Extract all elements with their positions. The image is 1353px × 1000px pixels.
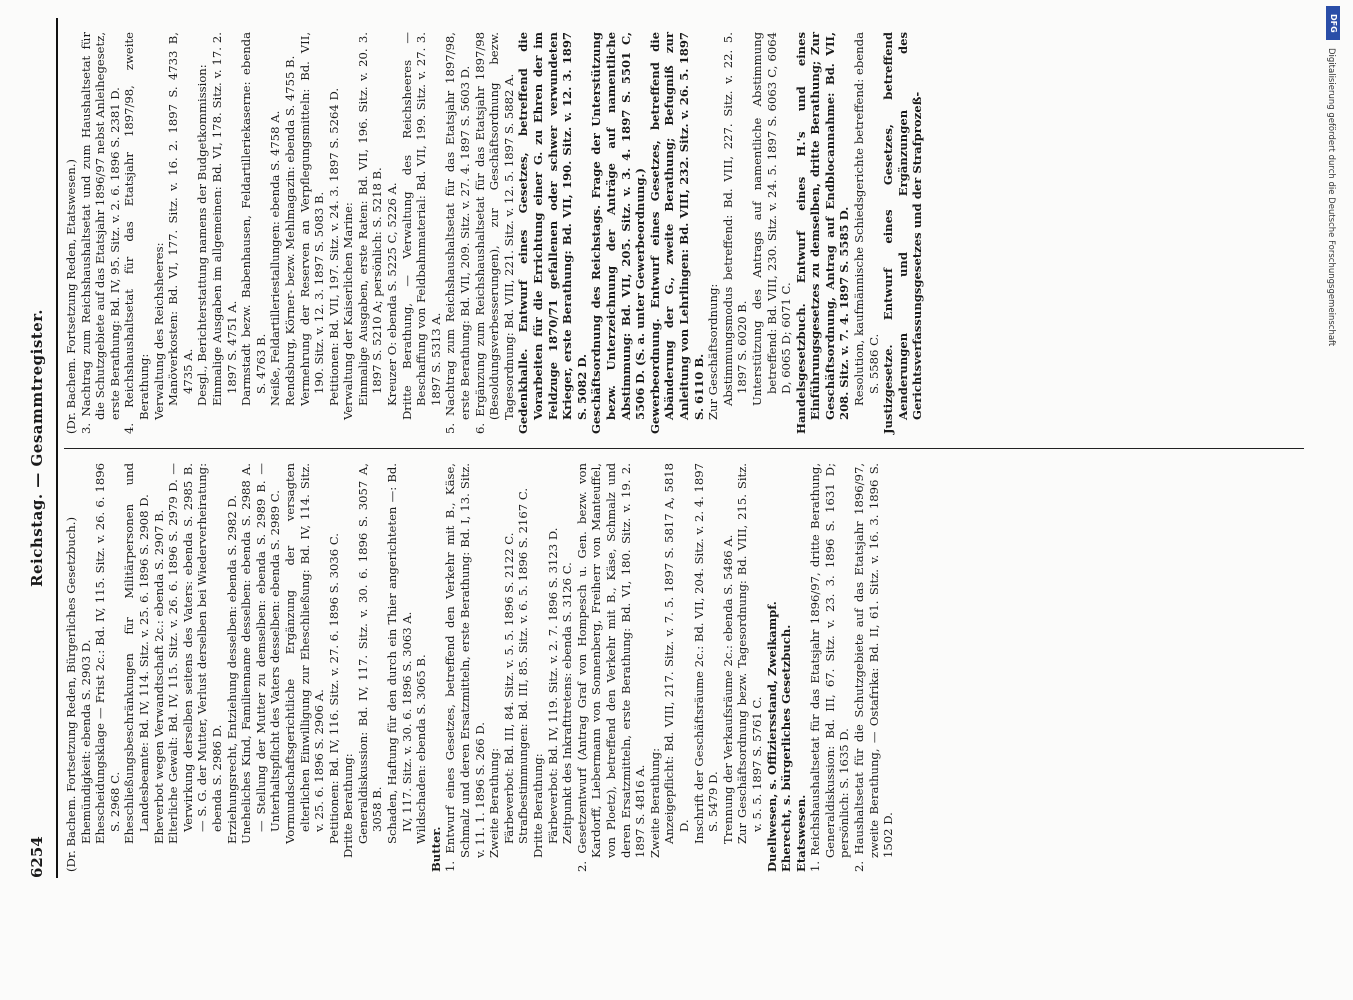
header-rule (56, 18, 58, 878)
index-line: Generaldiskussion: Bd. IV, 117. Sitz. v. 30. 6. 1896 S. 3057 A, 3058 B. (355, 463, 385, 844)
index-line: 3. Nachtrag zum Reichshaushaltsetat und zum Haushaltsetat für die Schutzgebiete auf das Etatsjahr 1896/97 nebst Anleihegesetz, erste Berathung: Bd. IV, 95. Sitz. v. 2. 6. 1896 S. 2381 D. (78, 32, 122, 434)
index-line: Uneheliches Kind, Familienname desselben: ebenda S. 2988 A. — Stellung der Mutter zu demselben: ebenda S. 2989 B. — Unterhaltspflicht des Vaters desselben: ebenda S. 2989 C. (239, 463, 283, 844)
index-line: Strafbestimmungen: Bd. III, 85. Sitz. v. 6. 5. 1896 S. 2167 C. (516, 487, 531, 844)
index-line: 4. Reichshaushaltsetat für das Etatsjahr 1897/98, zweite Berathung: (122, 32, 151, 434)
digitization-note: Digitalisierung gefördert durch die Deutsche Forschungsgemeinschaft (1326, 48, 1336, 347)
right-column (64, 18, 1304, 448)
index-line: Anzeigepflicht: Bd. VIII, 217. Sitz. v. 7. 5. 1897 S. 5817 A, 5818 D. (662, 463, 691, 844)
index-line: Verwaltung der Kaiserlichen Marine: (341, 202, 356, 420)
index-line: Butter. (428, 826, 443, 872)
index-line: Elterliche Gewalt: Bd. IV, 115. Sitz. v. 26. 6. 1896 S. 2979 D. — Verwirkung derselben seitens des Vaters: ebenda S. 2985 B. — S. G. der Mutter, Verlust derselben bei Wiederverheiratung: ebenda S. 2986 D. (166, 463, 224, 844)
index-line: Desgl., Berichterstattung namens der Budgetkommission: (195, 64, 210, 406)
index-line: Resolution, kaufmännische Schiedsgerichte betreffend: ebenda S. 5586 C. (852, 32, 881, 406)
index-line: Handelsgesetzbuch. Entwurf eines H.'s und eines Einführungsgesetzes zu demselben, dritte Berathung; Zur Geschäftsordnung, Antrag auf Endblocannahme: Bd. VII, 208. Sitz. v. 7. 4. 1897 S. 5585 D. (793, 32, 852, 434)
index-line: Inschrift der Geschäftsräume 2c.: Bd. VII, 204. Sitz. v. 2. 4. 1897 S. 5479 D. (691, 463, 721, 844)
running-title: Reichstag. — Gesammtregister. (28, 309, 46, 587)
index-line: Petitionen: Bd. VII, 197. Sitz. v. 24. 3. 1897 S. 5264 D. (326, 87, 341, 406)
index-line: Dritte Berathung: (341, 753, 356, 858)
index-line: Eherecht, s. bürgerliches Gesetzbuch. (779, 624, 794, 872)
index-line: 5. Nachtrag zum Reichshaushaltsetat für das Etatsjahr 1897/98, erste Berathung: Bd. VII, 209. Sitz. v. 27. 4. 1897 S. 5603 D. (443, 32, 473, 434)
index-line: Darmstadt bezw. Babenhausen, Feldartilleriekaserne: ebenda S. 4763 B. (239, 32, 268, 406)
index-line: Dritte Berathung, — Verwaltung des Reichsheeres — Beschaffung von Feldbahnmaterial: Bd. VII, 199. Sitz. v. 27. 3. 1897 S. 5313 A. (399, 32, 443, 420)
index-line: Zeitpunkt des Inkrafttretens: ebenda S. 3126 C. (560, 562, 575, 844)
index-line: Eheschließungsbeschränkungen für Militärpersonen und Landesbeamte: Bd. IV, 114. Sitz. v. 25. 6. 1896 S. 2908 D. (122, 463, 151, 844)
index-line: Manöverkosten: Bd. VI, 177. Sitz. v. 16. 2. 1897 S. 4733 B, 4735 A. (166, 32, 195, 406)
index-line: Kreuzer O: ebenda S. 5225 C, 5226 A. (385, 182, 400, 406)
index-line: Färbeverbot: Bd. III, 84. Sitz. v. 5. 5. 1896 S. 2122 C. (501, 532, 516, 844)
page-number: 6254 (28, 836, 46, 878)
index-line: Zweite Berathung: (647, 748, 662, 858)
index-line: Färbeverbot: Bd. IV, 119. Sitz. v. 2. 7. 1896 S. 3123 D. (545, 527, 560, 844)
index-line: Ehescheidungsklage — Frist 2c.: Bd. IV, 115. Sitz. v. 26. 6. 1896 S. 2968 C. (93, 463, 122, 844)
index-line: Ehemündigkeit: ebenda S. 2903 D. (78, 639, 93, 844)
index-line: Vermehrung der Reserven an Verpflegungsmitteln: Bd. VII, 190. Sitz. v. 12. 3. 1897 S. 5083 B. (297, 32, 327, 406)
index-line: 1. Entwurf eines Gesetzes, betreffend den Verkehr mit B., Käse, Schmalz und deren Ersatzmitteln, erste Berathung: Bd. I, 13. Sitz. v. 11. 1. 1896 S. 266 D. (443, 463, 487, 872)
index-line: Zur Geschäftsordnung bezw. Tagesordnung: Bd. VIII, 215. Sitz. v. 5. 5. 1897 S. 5761 C. (735, 463, 764, 844)
page-header (28, 18, 54, 878)
index-line: Einmalige Ausgaben, erste Raten: Bd. VII, 196. Sitz. v. 20. 3. 1897 S. 5210 A; persönlich: S. 5218 B. (355, 32, 385, 406)
index-line: Gedenkhalle. Entwurf eines Gesetzes, betreffend die Vorarbeiten für die Errichtung einer G. zu Ehren der im Feldzuge 1870/71 gefallenen oder schwer verwundeten Krieger, erste Berathung: Bd. VII, 190. Sitz. v. 12. 3. 1897 S. 5082 D. (516, 32, 589, 434)
text-columns (64, 18, 1304, 878)
index-line: 6. Ergänzung zum Reichshaushaltsetat für das Etatsjahr 1897/98 (Besoldungsverbesserungen), zur Geschäftsordnung bezw. Tagesordnung: Bd. VIII, 221. Sitz. v. 12. 5. 1897 S. 5882 A. (472, 32, 516, 434)
index-line: Schaden, Haftung für den durch ein Thier angerichteten —: Bd. IV, 117. Sitz. v. 30. 6. 1896 S. 3063 A. (385, 463, 414, 844)
index-line: Wildschaden: ebenda S. 3065 B. (414, 654, 429, 844)
index-line: Einmalige Ausgaben im allgemeinen: Bd. VI, 178. Sitz. v. 17. 2. 1897 S. 4751 A. (209, 32, 239, 406)
index-line: Abstimmungsmodus betreffend: Bd. VIII, 227. Sitz. v. 22. 5. 1897 S. 6020 B. (720, 32, 750, 406)
index-line: Gewerbeordnung. Entwurf eines Gesetzes, betreffend die Abänderung der G., zweite Berathung; Befugniß zur Anleitung von Lehrlingen: Bd. VIII, 232. Sitz. v. 26. 5. 1897 S. 6110 B. (647, 32, 706, 434)
index-line: Zweite Berathung: (487, 748, 502, 858)
index-line: (Dr. Bachem. Fortsetzung Reden, Bürgerliches Gesetzbuch.) (64, 517, 78, 872)
index-line: Trennung der Verkaufsräume 2c.: ebenda S. 5486 A. (720, 534, 735, 844)
index-line: Neiße, Feldartilleriestallungen: ebenda S. 4758 A. (268, 110, 283, 406)
index-line: Rendsburg, Körner- bezw. Mehlmagazin: ebenda S. 4755 B. (282, 55, 297, 406)
index-line: Zur Geschäftsordnung: (706, 283, 721, 420)
index-line: Duellwesen, s. Offiziersstand, Zweikampf. (764, 601, 779, 872)
dfg-logo: DFG (1326, 6, 1340, 40)
index-line: Petitionen: Bd. IV, 116. Sitz. v. 27. 6. 1896 S. 3036 C. (326, 533, 341, 844)
digitization-sidebar (1313, 0, 1353, 1000)
index-line: Verwaltung des Reichsheeres: (151, 242, 166, 420)
index-line: (Dr. Bachem. Fortsetzung Reden, Etatswesen.) (64, 159, 78, 434)
index-line: 1. Reichshaushaltsetat für das Etatsjahr 1896/97, dritte Berathung, Generaldiskussion: Bd. III, 67. Sitz. v. 23. 3. 1896 S. 1631 D; persönlich: S. 1635 D. (808, 463, 852, 872)
index-line: Justizgesetze. Entwurf eines Gesetzes, betreffend Aenderungen und Ergänzungen des Gerichtsverfassungsgesetzes und der Strafprozeß- (881, 32, 925, 434)
index-line: 2. Haushaltsetat für die Schutzgebiete auf das Etatsjahr 1896/97, zweite Berathung, — Ostafrika: Bd. II, 61. Sitz. v. 16. 3. 1896 S. 1502 D. (852, 463, 896, 872)
index-line: Geschäftsordnung des Reichstags. Frage der Unterstützung bezw. Unterzeichnung der Anträge auf namentliche Abstimmung: Bd. VII, 205. Sitz. v. 3. 4. 1897 S. 5501 C, 5506 D. (S. a. unter Gewerbeordnung.) (589, 32, 648, 434)
index-line: Erziehungsrecht, Entziehung desselben: ebenda S. 2982 D. (224, 494, 239, 844)
index-line: Vormundschaftsgerichtliche Ergänzung der versagten elterlichen Einwilligung zur Eheschließung: Bd. IV, 114. Sitz. v. 25. 6. 1896 S. 2906 A. (282, 463, 327, 844)
index-line: Etatswesen. (793, 794, 808, 872)
index-line: Unterstützung des Antrags auf namentliche Abstimmung betreffend: Bd. VIII, 230. Sitz. v. 24. 5. 1897 S. 6063 C, 6064 D, 6065 D; 6071 C. (749, 32, 794, 406)
index-line: Eheverbot wegen Verwandtschaft 2c.: ebenda S. 2907 B. (151, 509, 166, 844)
index-line: 2. Gesetzentwurf (Antrag Graf von Hompesch u. Gen. bezw. von Kardorff, Liebermann von Sonnenberg, Freiherr von Manteuffel, von Ploetz), betreffend den Verkehr mit B., Käse, Schmalz und deren Ersatzmitteln, erste Berathung: Bd. VI, 180. Sitz. v. 19. 2. 1897 S. 4816 A. (574, 463, 648, 872)
index-line: Dritte Berathung: (531, 753, 545, 858)
left-column (64, 448, 1304, 878)
